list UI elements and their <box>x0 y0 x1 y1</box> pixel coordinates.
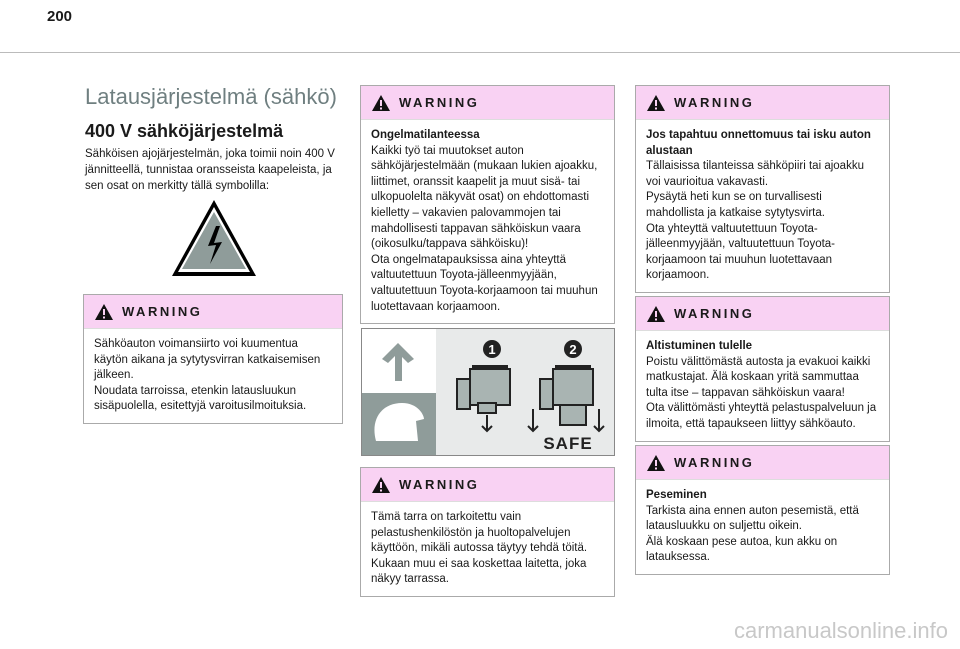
text-line: Poistu välittömästä autosta ja evakuoi kaikki <box>646 355 871 368</box>
text-line: Tämä tarra on tarkoitettu vain <box>371 511 522 523</box>
warning-label: WARNING <box>674 95 755 110</box>
text-line: kielletty – vakavien palovammojen tai <box>371 206 561 219</box>
text-line: Pysäytä heti kun se on turvallisesti <box>646 191 822 204</box>
text-line: valtuutettuun Toyota-korjaamoon tai muuhun <box>371 284 598 297</box>
watermark: carmanualsonline.info <box>733 618 948 643</box>
warning-label: WARNING <box>399 95 480 110</box>
text-line: mahdollisesti tappavan sähköiskun vaara <box>371 222 581 235</box>
text-line: matkustajat. Älä koskaan yritä sammuttaa <box>646 371 859 384</box>
warning-header <box>361 86 614 120</box>
warning-box <box>635 445 890 575</box>
warning-body <box>84 329 342 423</box>
warning-label: WARNING <box>674 306 755 321</box>
warning-header <box>636 297 889 331</box>
warning-heading: Jos tapahtuu onnettomuus tai isku auton <box>646 129 871 141</box>
warning-body <box>636 120 889 292</box>
text-line: sähköjärjestelmään (mukaan lukien ajoakku, <box>371 160 598 173</box>
warning-header <box>361 468 614 502</box>
text-line: voi vaurioitua vakavasti. <box>646 175 769 188</box>
text-line: Noudata tarroissa, etenkin latausluukun <box>94 384 297 397</box>
warning-body <box>361 120 614 323</box>
intro-text <box>85 146 335 194</box>
text-line: Kukaan muu ei saa koskettaa laitetta, joka <box>371 557 587 570</box>
text-line: Tarkista aina ennen auton pesemistä, että <box>646 504 859 517</box>
warning-heading: Altistuminen tulelle <box>646 340 753 352</box>
warning-box <box>360 467 615 597</box>
warning-triangle-icon <box>371 476 391 494</box>
text-line: korjaamoon. <box>646 269 710 282</box>
svg-text:1: 1 <box>488 342 496 357</box>
warning-box <box>360 85 615 324</box>
warning-header <box>636 446 889 480</box>
page-title: Latausjärjestelmä (sähkö) <box>85 84 337 109</box>
text-line: käyttöön, mikäli autossa täytyy tehdä töitä. <box>371 542 588 555</box>
text-line: latauksessa. <box>646 551 710 564</box>
warning-triangle-icon <box>371 94 391 112</box>
text-line: Ota yhteyttä valtuutettuun Toyota- <box>646 222 818 235</box>
text-line: näkyy tarrassa. <box>371 573 449 586</box>
warning-heading: Ongelmatilanteessa <box>371 129 480 141</box>
warning-box <box>635 85 890 293</box>
text-line: jännitteellä, tunnistaa oransseista kaapeleista, ja <box>85 164 332 176</box>
warning-triangle-icon <box>94 303 114 321</box>
warning-box <box>83 294 343 424</box>
text-line: tulta itse – tappavan sähköiskun vaara! <box>646 386 845 399</box>
high-voltage-icon <box>170 198 258 278</box>
text-line: Sähköauton voimansiirto voi kuumentua <box>94 338 298 350</box>
text-line: Ota ongelmatapauksissa aina yhteyttä <box>371 253 566 266</box>
safe-label: SAFE <box>543 434 593 453</box>
warning-label: WARNING <box>122 304 203 319</box>
text-line: luotettavaan korjaamoon. <box>371 300 501 313</box>
warning-triangle-icon <box>646 454 666 472</box>
step-badge <box>483 340 501 358</box>
text-line: Tällaisissa tilanteissa sähköpiiri tai ajoakku <box>646 160 864 173</box>
page-number: 200 <box>47 8 73 25</box>
text-line: jälkeen. <box>94 369 134 382</box>
text-line: Sähköisen ajojärjestelmän, joka toimii noin 400 V <box>85 148 335 160</box>
text-line: ilmoita, että tapaukseen liittyy sähköauto. <box>646 417 856 430</box>
text-line: liittimet, oranssit kaapelit ja muut sisä- tai <box>371 175 580 188</box>
warning-label: WARNING <box>674 455 755 470</box>
svg-text:2: 2 <box>569 342 577 357</box>
warning-triangle-icon <box>646 94 666 112</box>
header-divider <box>0 52 960 53</box>
text-line: käytön aikana ja sytytysvirran katkaisemisen <box>94 353 321 366</box>
warning-header <box>84 295 342 329</box>
warning-box <box>635 296 890 442</box>
text-line: Ota välittömästi yhteyttä pelastuspalveluun ja <box>646 402 877 415</box>
text-line: (oikosulku/tappava sähköisku)! <box>371 238 529 251</box>
warning-heading: Peseminen <box>646 489 707 501</box>
text-line: sen osat on merkitty tällä symbolilla: <box>85 180 270 192</box>
section-title: 400 V sähköjärjestelmä <box>85 121 284 141</box>
text-line: ulkopuolelta näkyvät osat) on ehdottomasti <box>371 191 589 204</box>
warning-body <box>361 502 614 596</box>
warning-body <box>636 480 889 574</box>
text-line: valtuutettuun Toyota-jälleenmyyjään, <box>371 269 557 282</box>
step-badge <box>564 340 582 358</box>
text-line: Kaikki työ tai muutokset auton <box>371 144 524 157</box>
text-line: mahdollista ja katkaise sytytysvirta. <box>646 206 825 219</box>
text-line: jälleenmyyjään, valtuutettuun Toyota- <box>646 238 836 251</box>
warning-header <box>636 86 889 120</box>
warning-label: WARNING <box>399 477 480 492</box>
text-line: Älä koskaan pese autoa, kun akku on <box>646 535 838 548</box>
warning-body <box>636 331 889 441</box>
text-line: sisäpuolella, esitettyjä varoitusilmoituksia. <box>94 400 307 413</box>
warning-heading: alustaan <box>646 144 693 157</box>
text-line: pelastushenkilöstön ja huoltopalvelujen <box>371 526 571 539</box>
warning-triangle-icon <box>646 305 666 323</box>
text-line: latausluukku on suljettu oikein. <box>646 520 802 533</box>
text-line: korjaamoon tai muuhun luotettavaan <box>646 253 833 266</box>
rescue-label-image <box>361 328 615 456</box>
